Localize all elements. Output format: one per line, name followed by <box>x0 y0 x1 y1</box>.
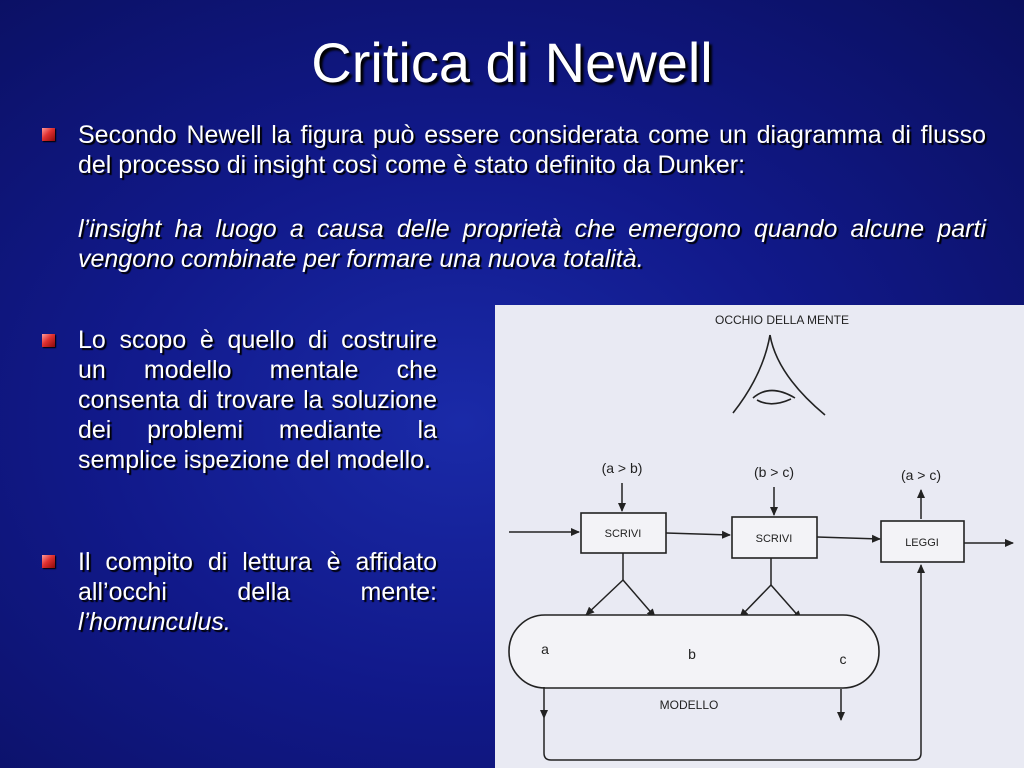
box-scrivi-2 <box>732 517 817 558</box>
write-fork-1b <box>623 580 655 617</box>
model-label: MODELLO <box>659 698 719 712</box>
bullet-text-newell: Secondo Newell la figura può essere considerata come un diagramma di flusso del processo di insight così come è stato definito da Dunker: <box>78 121 986 179</box>
box-scrivi-2-label: SCRIVI <box>755 533 793 545</box>
flow-arrow-1-2 <box>666 533 730 535</box>
eye-icon <box>733 335 825 415</box>
write-fork-2b <box>771 585 801 619</box>
bullet-text-homunculus: l’homunculus. <box>78 608 231 636</box>
bullet-marker <box>42 128 55 141</box>
model-container <box>509 615 879 688</box>
bullet-text-scopo: Lo scopo è quello di costruire un modello mentale che consenta di trovare la soluzione dei problemi mediante la semplice ispezione del modello. <box>78 326 437 474</box>
bullet-text-compito-main: Il compito di lettura è affidato all’occhi della mente: <box>78 548 437 606</box>
output-label: (a > c) <box>900 467 942 483</box>
bullet-quote-insight: l’insight ha luogo a causa delle proprietà che emergono quando alcune parti vengono combinate per formare una nuova totalità. <box>78 215 986 273</box>
flow-diagram-figure <box>495 305 1024 768</box>
slide-title: Critica di Newell <box>311 31 713 94</box>
box-scrivi-1 <box>581 513 666 553</box>
eye-label: OCCHIO DELLA MENTE <box>714 313 850 327</box>
write-fork-2a <box>740 585 771 617</box>
box-leggi <box>881 521 964 562</box>
model-item-b: b <box>688 646 696 662</box>
box-scrivi-1-label: SCRIVI <box>604 528 642 540</box>
model-item-c: c <box>839 651 847 667</box>
flow-arrow-2-3 <box>817 537 880 539</box>
bullet-marker <box>42 555 55 568</box>
model-item-a: a <box>541 641 549 657</box>
bullet-marker <box>42 334 55 347</box>
input-label-2: (b > c) <box>753 464 795 480</box>
flow-diagram <box>495 305 1024 768</box>
bullet-text-compito <box>78 547 437 637</box>
input-label-1: (a > b) <box>601 460 643 476</box>
box-leggi-label: LEGGI <box>905 537 939 549</box>
write-fork-1a <box>586 580 623 615</box>
